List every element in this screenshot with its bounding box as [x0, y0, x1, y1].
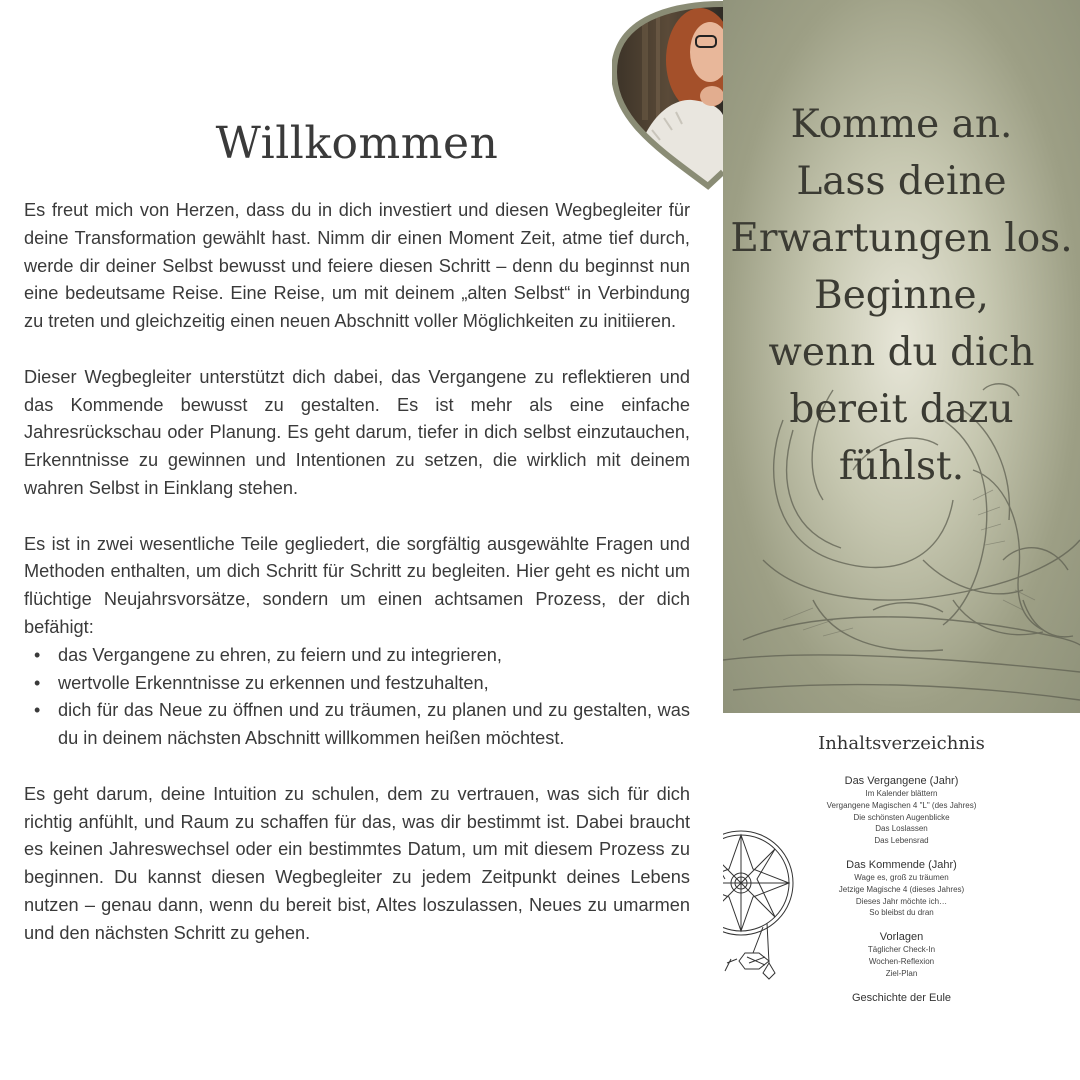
toc-item[interactable]: Das Loslassen: [875, 824, 928, 834]
intro-paragraph-3: Es ist in zwei wesentliche Teile gegliedert, die sorgfältig ausgewählte Fragen und Methoden enthalten, um dich Schritt für Schritt zu begleiten. Hier geht es nicht um flüchtige Neujahrsvorsätze, sondern um einen achtsamen Prozess, der dich befähigt:: [24, 533, 690, 637]
quote-line: Lass deine: [796, 159, 1007, 204]
toc-item[interactable]: Die schönsten Augenblicke: [853, 812, 950, 822]
intro-paragraph-4: Es geht darum, deine Intuition zu schulen, dem zu vertrauen, was sich für dich richtig anfühlt, und Raum zu schaffen für das, was dir bestimmt ist. Dabei braucht es keinen Jahreswechsel oder ein bestimmtes Datum, um mit diesem Prozess zu beginnen. Du kannst diesen Wegbegleiter zu jedem Zeitpunkt deines Lebens nutzen – genau dann, wenn du bereit bist, Altes loszulassen, Neues zu umarmen und den nächsten Schritt zu gehen.: [24, 783, 690, 943]
toc-item[interactable]: Dieses Jahr möchte ich…: [855, 896, 948, 906]
toc-item[interactable]: Vergangene Magischen 4 "L" (des Jahres): [826, 800, 977, 810]
toc-item[interactable]: Täglicher Check-In: [867, 945, 936, 955]
quote-line: wenn du dich: [768, 330, 1035, 375]
author-portrait-pin: [612, 0, 724, 190]
toc-item[interactable]: Wage es, groß zu träumen: [854, 872, 949, 882]
intro-text: [24, 197, 690, 975]
page-title: Willkommen: [215, 118, 499, 169]
toc-item[interactable]: Ziel-Plan: [885, 968, 918, 978]
list-item: • wertvolle Erkenntnisse zu erkennen und festzuhalten,: [58, 670, 690, 698]
quote-text: [723, 96, 1080, 495]
toc-item[interactable]: Wochen-Reflexion: [868, 956, 935, 966]
toc-section-heading[interactable]: Geschichte der Eule: [851, 991, 952, 1004]
list-item: • dich für das Neue zu öffnen und zu träumen, zu planen und zu gestalten, was du in deinem nächsten Abschnitt willkommen heißen möchtest.: [58, 697, 690, 753]
quote-panel: [723, 0, 1080, 713]
intro-paragraph-2: Dieser Wegbegleiter unterstützt dich dabei, das Vergangene zu reflektieren und das Kommende bewusst zu gestalten. Es ist mehr als eine einfache Jahresrückschau oder Planung. Es geht darum, tiefer in dich selbst einzutauchen, Erkenntnisse zu gewinnen und Intentionen zu setzen, die wirklich mit deinem wahren Selbst in Einklang stehen.: [24, 366, 690, 498]
toc-item[interactable]: So bleibst du dran: [869, 908, 934, 918]
intro-paragraph-1: Es freut mich von Herzen, dass du in dich investiert und diesen Wegbegleiter für deine Transformation gewählt hast. Nimm dir einen Moment Zeit, atme tief durch, werde dir deiner Selbst bewusst und feiere diesen Schritt – denn du beginnst nun eine bedeutsame Reise. Eine Reise, um mit deinem „alten Selbst“ in Verbindung zu treten und gleichzeitig einen neuen Abschnitt voller Möglichkeiten zu initiieren.: [24, 200, 690, 332]
toc-section-heading[interactable]: Das Vergangene (Jahr): [844, 775, 959, 787]
toc-section-heading[interactable]: Vorlagen: [879, 931, 924, 944]
quote-line: bereit dazu: [789, 387, 1014, 432]
toc-list: [778, 774, 1025, 1005]
quote-line: Komme an.: [790, 102, 1013, 147]
toc-title: Inhaltsverzeichnis: [818, 733, 985, 754]
toc-item[interactable]: Das Lebensrad: [874, 836, 929, 846]
quote-line: Erwartungen los.: [730, 216, 1073, 261]
toc-section-heading[interactable]: Das Kommende (Jahr): [846, 858, 957, 871]
toc-item[interactable]: Im Kalender blättern: [865, 789, 938, 798]
toc-item[interactable]: Jetzige Magische 4 (dieses Jahres): [838, 884, 965, 894]
intro-bullet-list: [24, 642, 690, 753]
quote-line: fühlst.: [838, 444, 965, 489]
list-item: • das Vergangene zu ehren, zu feiern und zu integrieren,: [58, 642, 690, 670]
intro-column: [24, 0, 690, 1080]
quote-line: Beginne,: [814, 273, 989, 318]
table-of-contents: [723, 713, 1080, 1080]
